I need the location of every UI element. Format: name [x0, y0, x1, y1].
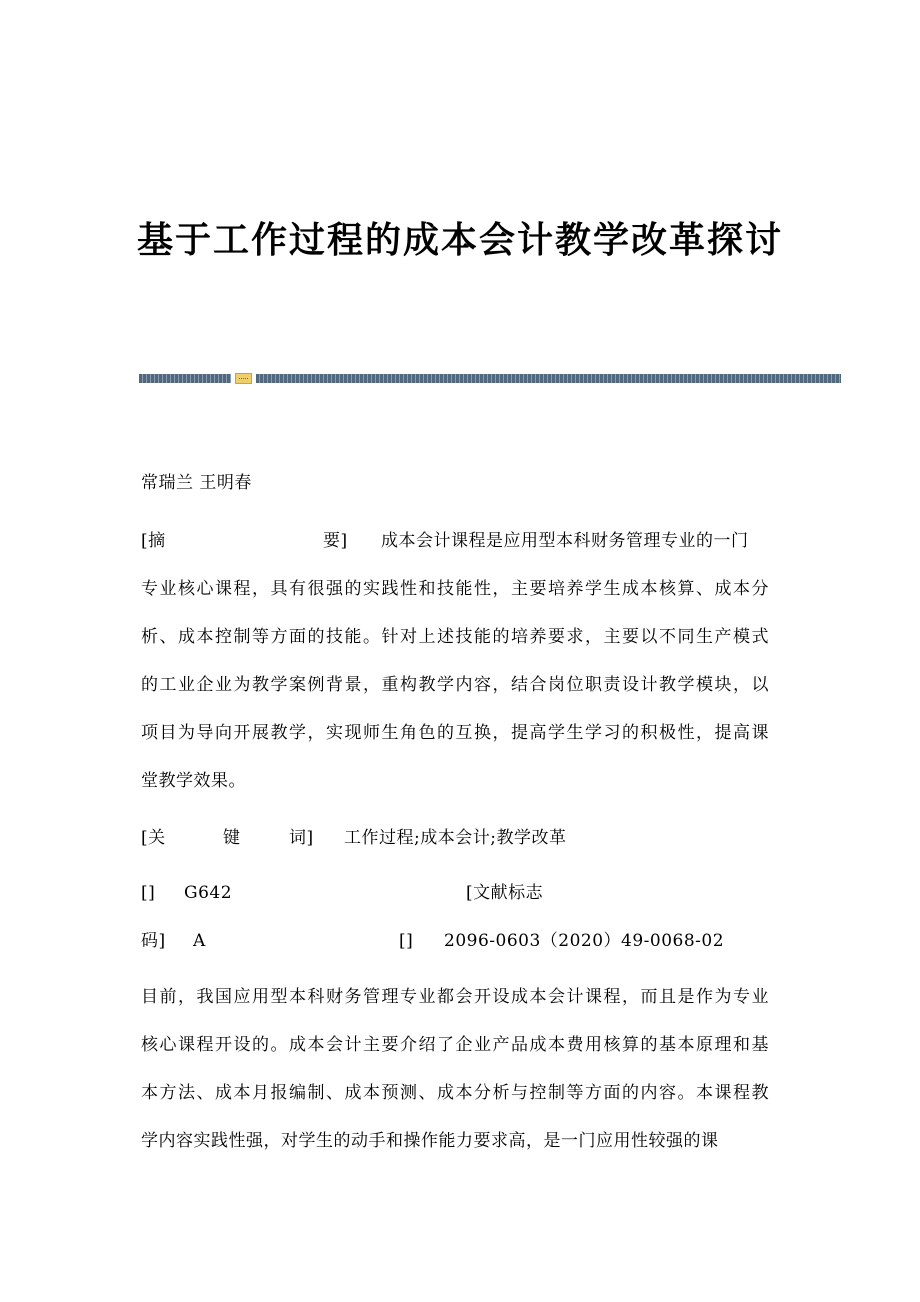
keywords-label-3: 词]: [289, 828, 314, 848]
doc-label-end: 码]: [141, 931, 166, 951]
title-divider-right: [256, 374, 841, 383]
keywords-label-1: [关: [141, 828, 166, 848]
keywords-label-2: 键: [223, 828, 241, 848]
document-title: 基于工作过程的成本会计教学改革探讨: [136, 220, 783, 261]
abstract-text-line: 项目为导向开展教学，实现师生角色的互换，提高学生学习的积极性，提高课: [141, 723, 769, 743]
article-bracket: []: [399, 931, 414, 951]
article-id: 2096-0603（2020）49-0068-02: [444, 931, 725, 951]
keywords-row: [141, 826, 567, 850]
doc-label-start: [文献标志: [466, 883, 544, 903]
doc-code-row: [141, 929, 725, 953]
divider-ornament-icon: [235, 373, 252, 384]
body-paragraph-line: 目前，我国应用型本科财务管理专业都会开设成本会计课程，而且是作为专业: [141, 987, 769, 1007]
abstract-label-open: [摘: [141, 531, 166, 551]
abstract-first-line: [141, 529, 749, 553]
title-divider-left: [139, 374, 231, 383]
classification-code: G642: [184, 883, 233, 903]
body-paragraph-line: 本方法、成本月报编制、成本预测、成本分析与控制等方面的内容。本课程教: [141, 1083, 769, 1103]
classification-bracket: []: [141, 883, 156, 903]
abstract-text-line: 析、成本控制等方面的技能。针对上述技能的培养要求，主要以不同生产模式: [141, 627, 769, 647]
abstract-text-line: 的工业企业为教学案例背景，重构教学内容，结合岗位职责设计教学模块，以: [141, 675, 769, 695]
authors: 常瑞兰 王明春: [141, 473, 252, 493]
abstract-text-line: 成本会计课程是应用型本科财务管理专业的一门: [381, 531, 749, 551]
body-paragraph-line: 核心课程开设的。成本会计主要介绍了企业产品成本费用核算的基本原理和基: [141, 1035, 769, 1055]
abstract-text-line: 专业核心课程，具有很强的实践性和技能性，主要培养学生成本核算、成本分: [141, 579, 769, 599]
classification-row: [141, 881, 544, 905]
doc-code: A: [193, 931, 206, 951]
body-paragraph-line: 学内容实践性强，对学生的动手和操作能力要求高，是一门应用性较强的课: [141, 1131, 719, 1151]
keywords-value: 工作过程;成本会计;教学改革: [344, 828, 567, 848]
abstract-label-close: 要]: [323, 531, 348, 551]
abstract-text-line: 堂教学效果。: [141, 771, 246, 791]
